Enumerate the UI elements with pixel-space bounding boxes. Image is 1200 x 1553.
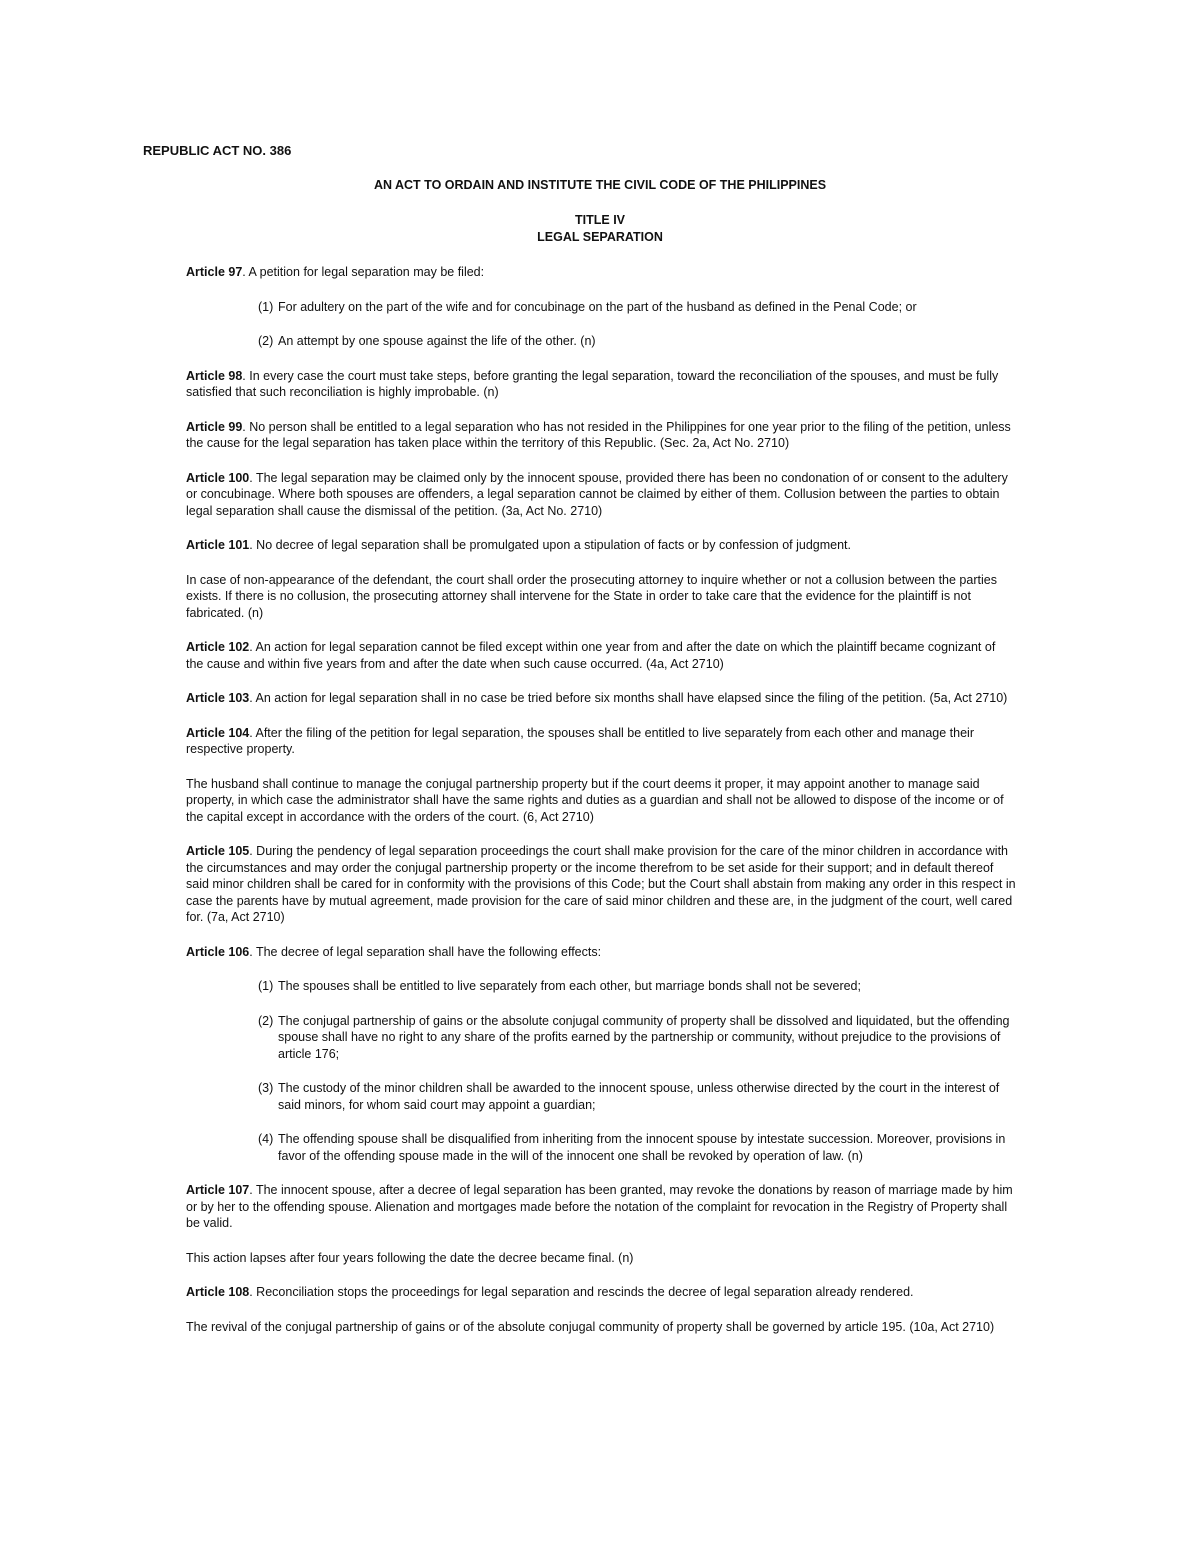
article-107 [186,1182,1016,1232]
title-heading [0,212,1200,246]
article-108-paragraph-2: The revival of the conjugal partnership of gains or of the absolute conjugal community of property shall be governed by article 195. (10a, Act 2710) [186,1319,995,1334]
article-97-item-2 [258,333,1016,350]
item-number: (1) [258,299,274,314]
article-label: Article 105 [186,844,250,858]
article-100 [186,470,1016,520]
article-text: . During the pendency of legal separation proceedings the court shall make provision for the care of the minor children in accordance with the circumstances and may order the conjugal partnership property or the income therefrom to be set aside for their support; and in default thereof said minor children shall be cared for in conformity with the provisions of this Code; but the Court shall abstain from making any order in this respect in case the parents have by mutual agreement, made provision for the care of said minor children and these are, in the judgment of the court, well cared for. (7a, Act 2710) [186,844,1016,924]
title-name: LEGAL SEPARATION [537,230,663,244]
article-label: Article 108 [186,1285,250,1299]
article-104 [186,725,1016,758]
item-text: The spouses shall be entitled to live separately from each other, but marriage bonds shall not be severed; [278,979,861,993]
item-number: (1) [258,979,274,993]
item-text: The conjugal partnership of gains or the absolute conjugal community of property shall be dissolved and liquidated, but the offending spouse shall have no right to any share of the profits earned by the partnership or community, without prejudice to the provisions of article 176; [278,1013,1010,1061]
item-text: The custody of the minor children shall be awarded to the innocent spouse, unless otherwise directed by the court in the interest of said minors, for whom said court may appoint a guardian; [278,1081,1000,1112]
article-97-item-1 [258,299,1016,316]
title-number: TITLE IV [575,213,625,227]
article-106-item-4 [258,1131,1016,1164]
item-text: The offending spouse shall be disqualified from inheriting from the innocent spouse by intestate succession. Moreover, provisions in favor of the offending spouse made in the will of the innocent one shall be revoked by operation of law. (n) [278,1132,1006,1163]
article-text: . An action for legal separation shall in no case be tried before six months shall have elapsed since the filing of the petition. (5a, Act 2710) [249,691,1008,705]
article-102 [186,639,1016,672]
article-label: Article 99 [186,419,243,434]
article-label: Article 101 [186,538,250,552]
article-text: . The innocent spouse, after a decree of legal separation has been granted, may revoke the donations by reason of marriage made by him or by her to the offending spouse. Alienation and mortgages made before the notation of the complaint for revocation in the Registry of Property shall be valid. [186,1183,1013,1230]
article-106-item-1 [258,978,1016,995]
article-label: Article 100 [186,470,250,485]
article-108 [186,1284,1016,1301]
item-text: For adultery on the part of the wife and for concubinage on the part of the husband as defined in the Penal Code; or [278,299,917,314]
article-text: . The decree of legal separation shall have the following effects: [249,944,602,959]
item-number: (4) [258,1132,274,1146]
article-text: . An action for legal separation cannot be filed except within one year from and after the date on which the plaintiff became cognizant of the cause and within five years from and after the date when such cause occurred. (4a, Act 2710) [186,640,996,671]
article-106-item-2 [258,1013,1016,1063]
article-101 [186,537,1016,554]
article-text: . A petition for legal separation may be filed: [242,265,485,279]
document-body [186,264,1016,1353]
item-number: (2) [258,1013,274,1028]
article-label: Article 102 [186,640,250,654]
act-title: AN ACT TO ORDAIN AND INSTITUTE THE CIVIL CODE OF THE PHILIPPINES [373,178,827,192]
article-105 [186,843,1016,926]
article-106 [186,944,1016,961]
article-label: Article 103 [186,691,250,705]
article-text: . No decree of legal separation shall be promulgated upon a stipulation of facts or by confession of judgment. [249,538,851,552]
article-107-paragraph-2: This action lapses after four years following the date the decree became final. (n) [186,1250,634,1265]
article-text: . After the filing of the petition for legal separation, the spouses shall be entitled to live separately from each other and manage their respective property. [186,725,974,756]
item-number: (2) [258,334,274,348]
article-label: Article 107 [186,1183,250,1197]
article-label: Article 97 [186,265,243,279]
article-text: . In every case the court must take steps, before granting the legal separation, toward the reconciliation of the spouses, and must be fully satisfied that such reconciliation is highly improbable. (n) [186,368,999,399]
article-97 [186,264,1016,281]
article-text: . No person shall be entitled to a legal separation who has not resided in the Philippines for one year prior to the filing of the petition, unless the cause for the legal separation has taken place within the territory of this Republic. (Sec. 2a, Act No. 2710) [186,419,1011,450]
article-106-item-3 [258,1080,1016,1113]
act-number: REPUBLIC ACT NO. 386 [143,143,292,158]
article-99 [186,419,1016,452]
article-104-paragraph-2: The husband shall continue to manage the conjugal partnership property but if the court deems it proper, it may appoint another to manage said property, in which case the administrator shall have the same rights and duties as a guardian and shall not be allowed to dispose of the income or of the capital except in accordance with the orders of the court. (6, Act 2710) [186,776,1004,824]
item-text: An attempt by one spouse against the life of the other. (n) [278,334,596,348]
article-101-paragraph-2: In case of non-appearance of the defendant, the court shall order the prosecuting attorney to inquire whether or not a collusion between the parties exists. If there is no collusion, the prosecuting attorney shall intervene for the State in order to take care that the evidence for the plaintiff is not fabricated. (n) [186,572,997,620]
article-98 [186,368,1016,401]
article-text: . Reconciliation stops the proceedings for legal separation and rescinds the decree of legal separation already rendered. [249,1285,914,1299]
article-label: Article 98 [186,368,243,383]
article-text: . The legal separation may be claimed only by the innocent spouse, provided there has been no condonation of or consent to the adultery or concubinage. Where both spouses are offenders, a legal separation cannot be claimed by either of them. Collusion between the parties to obtain legal separation shall cause the dismissal of the petition. (3a, Act No. 2710) [186,470,1008,518]
article-label: Article 104 [186,725,250,740]
article-label: Article 106 [186,944,250,959]
item-number: (3) [258,1081,274,1095]
article-103 [186,690,1016,707]
